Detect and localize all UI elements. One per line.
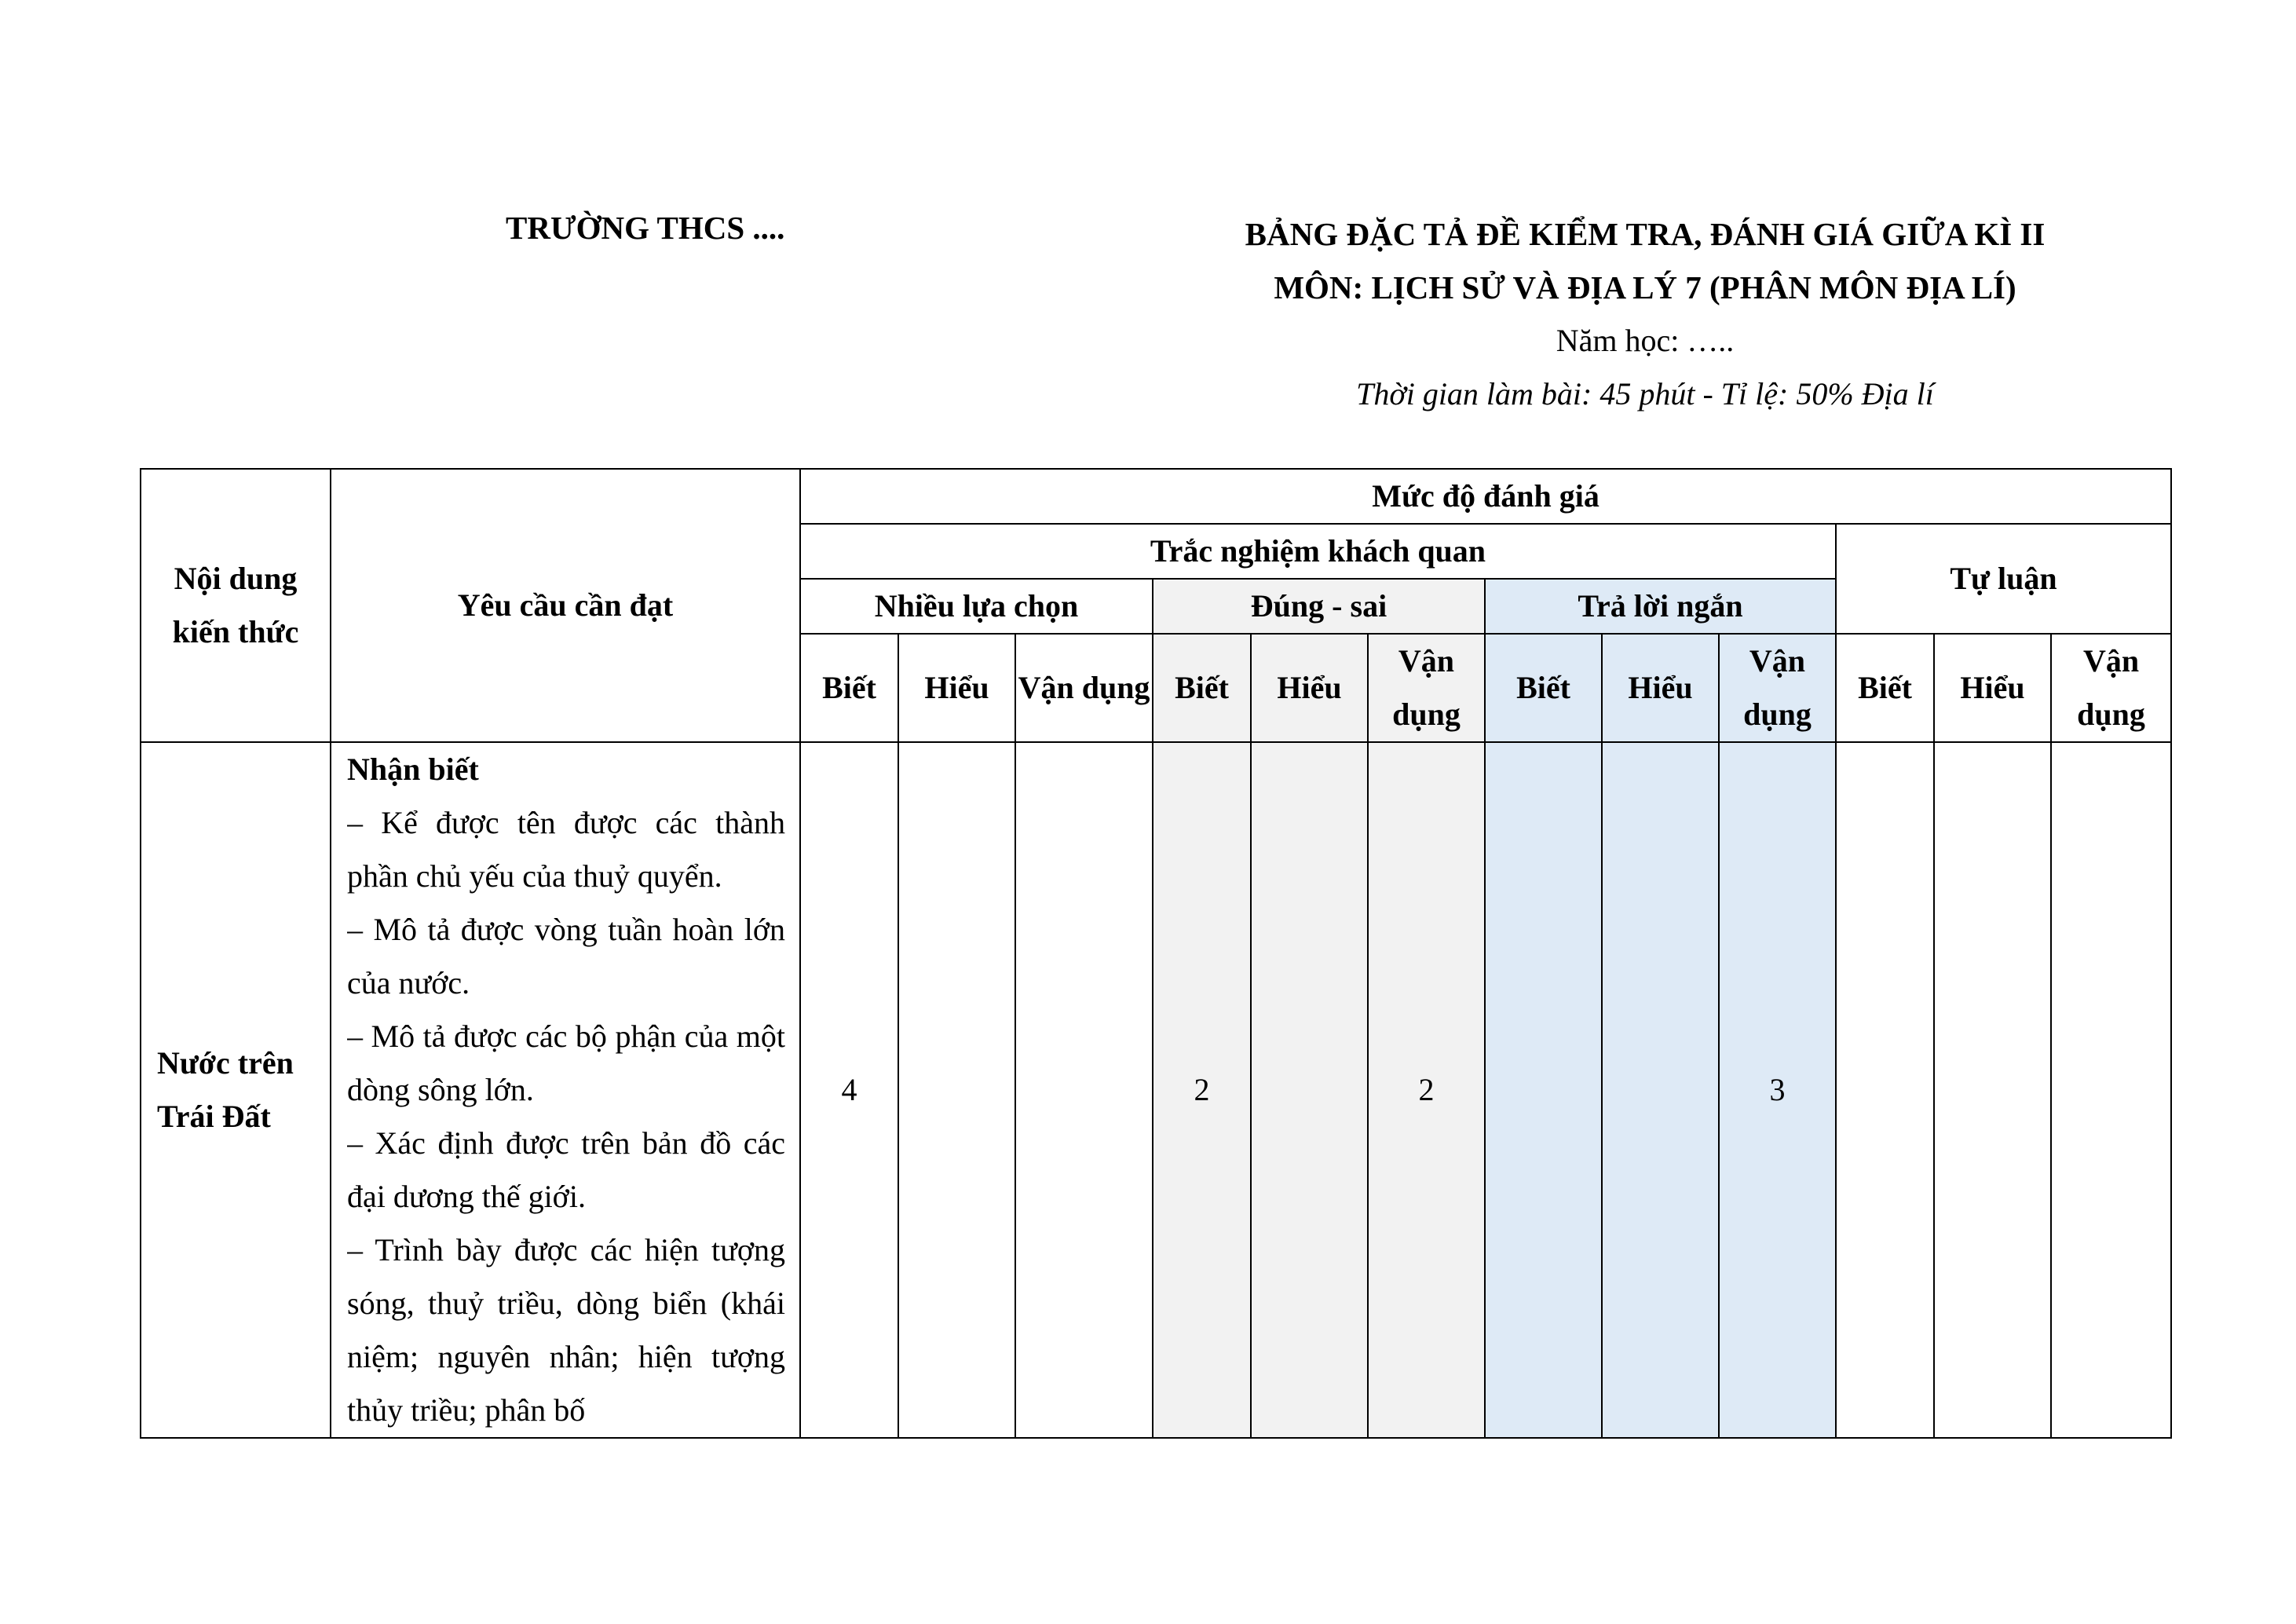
level-header: Biết: [1485, 634, 1602, 742]
topic-cell: Nước trên Trái Đất: [141, 742, 331, 1438]
header-topic: Nội dung kiến thức: [141, 469, 331, 742]
exam-time-ratio: Thời gian làm bài: 45 phút - Tỉ lệ: 50% Địa lí: [1356, 376, 1934, 411]
level-header: Hiểu: [1602, 634, 1719, 742]
level-header: Biết: [1153, 634, 1251, 742]
count-cell: 4: [800, 742, 898, 1438]
requirement-item: – Xác định được trên bản đồ các đại dương thế giới.: [347, 1125, 785, 1214]
count-cell: 2: [1368, 742, 1485, 1438]
count-cell: [898, 742, 1015, 1438]
level-header: Hiểu: [898, 634, 1015, 742]
subject-title: MÔN: LỊCH SỬ VÀ ĐỊA LÝ 7 (PHÂN MÔN ĐỊA LÍ): [1274, 269, 2016, 305]
header-assessment-level: Mức độ đánh giá: [800, 469, 2171, 524]
school-name: TRƯỜNG THCS ....: [506, 210, 785, 246]
count-cell: 3: [1719, 742, 1836, 1438]
document-title-block: [1146, 207, 2144, 421]
level-header: Hiểu: [1251, 634, 1368, 742]
document-title: BẢNG ĐẶC TẢ ĐỀ KIỂM TRA, ĐÁNH GIÁ GIỮA KÌ II: [1245, 216, 2046, 252]
count-cell: [1251, 742, 1368, 1438]
level-header: Hiểu: [1934, 634, 2051, 742]
count-cell: [1602, 742, 1719, 1438]
header-essay: Tự luận: [1836, 524, 2171, 634]
count-cell: [2051, 742, 2171, 1438]
count-cell: [1485, 742, 1602, 1438]
requirement-item: – Trình bày được các hiện tượng sóng, thuỷ triều, dòng biển (khái niệm; nguyên nhân; hiện tượng thủy triều; phân bố: [347, 1232, 785, 1428]
level-header: Vận dụng: [1368, 634, 1485, 742]
count-cell: [1836, 742, 1934, 1438]
level-header: Vận dụng: [1719, 634, 1836, 742]
level-header: Biết: [1836, 634, 1934, 742]
requirement-item: – Kể được tên được các thành phần chủ yếu của thuỷ quyển.: [347, 805, 785, 894]
level-header: Vận dụng: [2051, 634, 2171, 742]
school-year: Năm học: …..: [1556, 323, 1735, 358]
count-cell: [1934, 742, 2051, 1438]
header-true-false: Đúng - sai: [1153, 579, 1485, 634]
requirement-heading: Nhận biết: [347, 752, 479, 787]
header-requirement: Yêu cầu cần đạt: [331, 469, 800, 742]
level-header: Biết: [800, 634, 898, 742]
header-objective-test: Trắc nghiệm khách quan: [800, 524, 1836, 579]
requirement-item: – Mô tả được vòng tuần hoàn lớn của nước.: [347, 912, 785, 1000]
header-short-answer: Trả lời ngắn: [1485, 579, 1836, 634]
level-header: Vận dụng: [1015, 634, 1153, 742]
specification-table: [140, 468, 2172, 1439]
header-multiple-choice: Nhiều lựa chọn: [800, 579, 1153, 634]
requirement-cell: [331, 742, 800, 1438]
table-row: [141, 742, 2171, 1438]
count-cell: 2: [1153, 742, 1251, 1438]
count-cell: [1015, 742, 1153, 1438]
requirement-item: – Mô tả được các bộ phận của một dòng sông lớn.: [347, 1019, 785, 1107]
